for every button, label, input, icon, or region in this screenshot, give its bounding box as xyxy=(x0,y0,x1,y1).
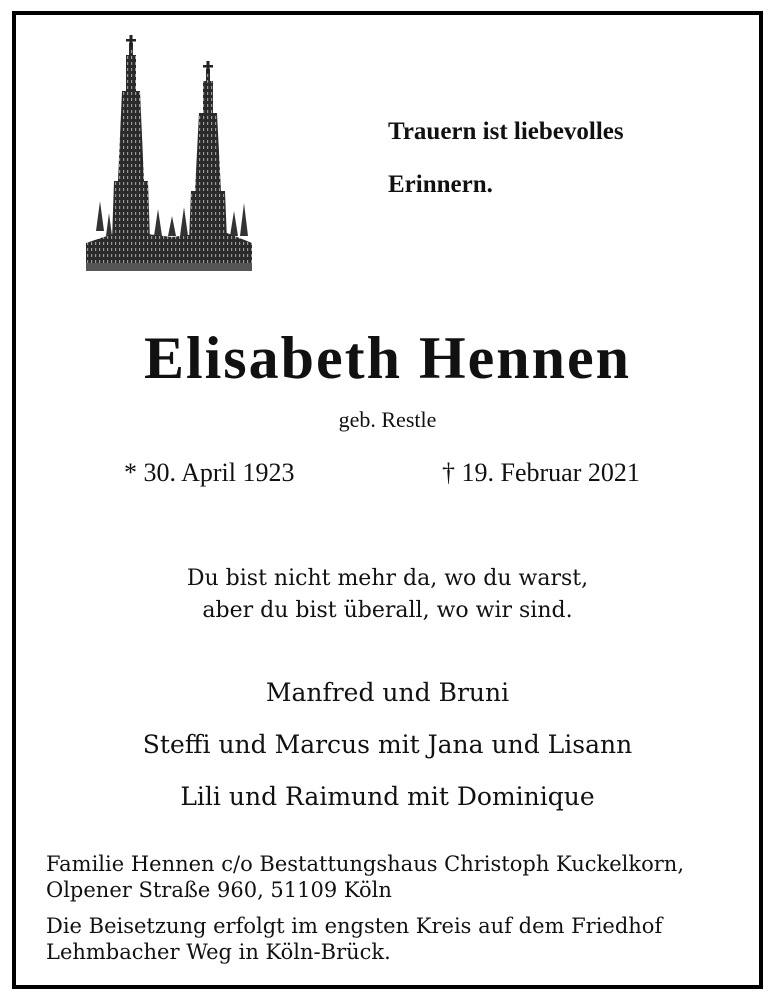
birth-name: geb. Restle xyxy=(338,407,437,432)
contact-line-2: Olpener Straße 960, 51109 Köln xyxy=(46,878,392,902)
mourner-entry: Steffi und Marcus mit Jana und Lisann xyxy=(142,730,633,759)
verse-line-2: aber du bist überall, wo wir sind. xyxy=(202,598,573,623)
mourner-entry: Manfred und Bruni xyxy=(265,678,510,707)
motto xyxy=(388,105,624,211)
verse-line-1: Du bist nicht mehr da, wo du warst, xyxy=(186,566,589,591)
deceased-name: Elisabeth Hennen xyxy=(143,325,632,391)
mourner-entry: Lili und Raimund mit Dominique xyxy=(180,782,595,811)
footer-spacer xyxy=(46,903,746,913)
burial-line-2: Lehmbacher Weg in Köln-Brück. xyxy=(46,940,391,964)
burial-line-1: Die Beisetzung erfolgt im engsten Kreis auf dem Friedhof xyxy=(46,914,663,938)
motto-line-1: Trauern ist liebevolles xyxy=(388,118,624,145)
footer-info xyxy=(46,851,746,965)
cologne-cathedral-icon xyxy=(82,31,256,271)
contact-line-1: Familie Hennen c/o Bestattungshaus Christoph Kuckelkorn, xyxy=(46,852,685,876)
birth-date: * 30. April 1923 xyxy=(124,458,295,487)
death-date: † 19. Februar 2021 xyxy=(442,458,640,487)
motto-line-2: Erinnern. xyxy=(388,171,493,198)
obituary-frame xyxy=(12,11,763,989)
memorial-verse xyxy=(16,563,759,627)
mourners-list xyxy=(16,667,759,823)
